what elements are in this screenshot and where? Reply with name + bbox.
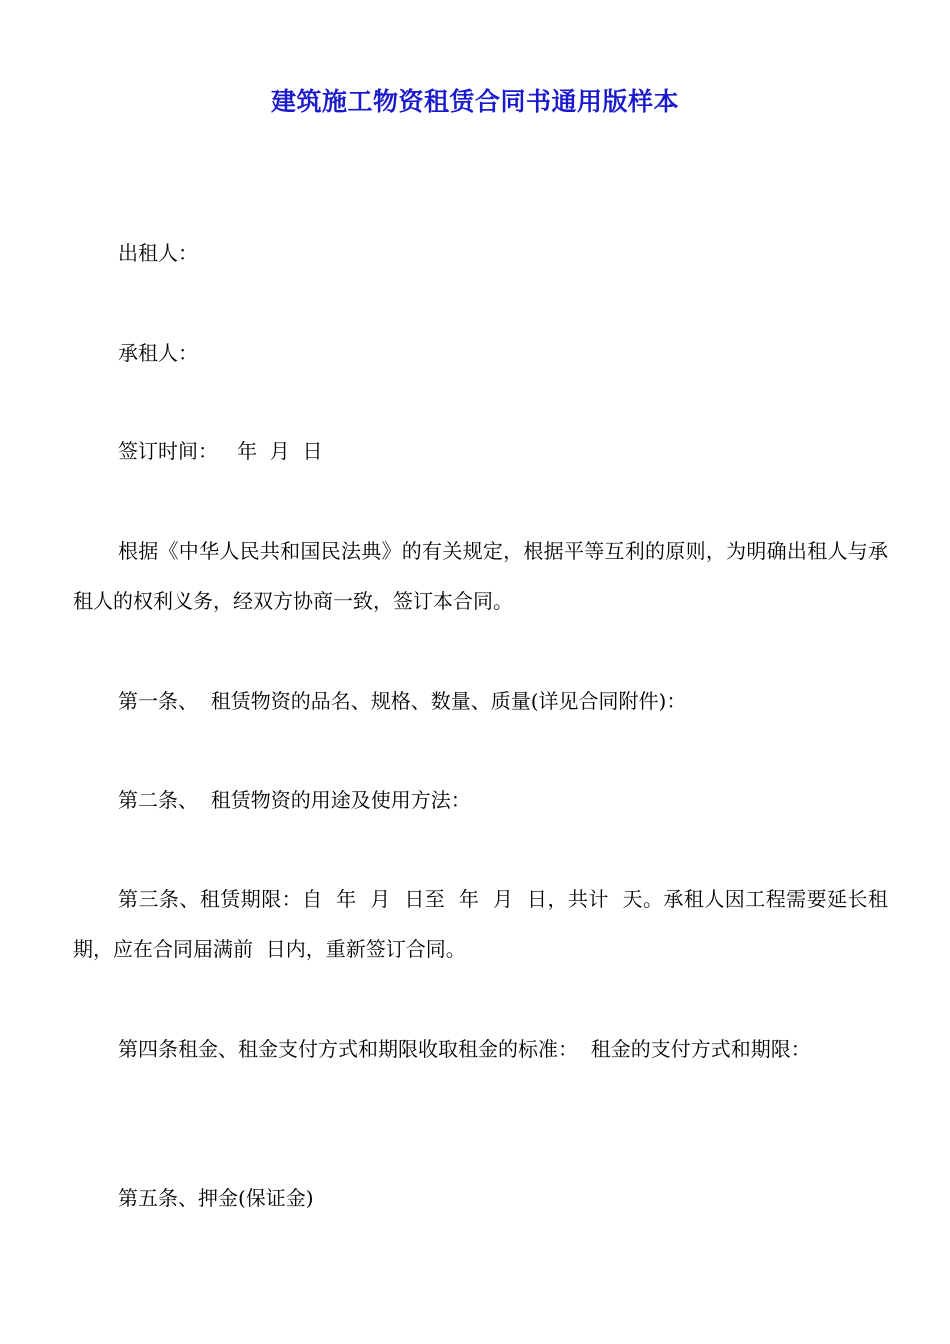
article-2: 第二条、 租赁物资的用途及使用方法： xyxy=(118,788,471,812)
document-title: 建筑施工物资租赁合同书通用版样本 xyxy=(270,87,679,116)
sign-date-line: 签订时间： 年 月 日 xyxy=(118,439,323,463)
article-1: 第一条、 租赁物资的品名、规格、数量、质量(详见合同附件)： xyxy=(118,689,687,713)
article-3: 第三条、租赁期限：自 年 月 日至 年 月 日，共计 天。承租人因工程需要延长租期，应在合同届满前 日内，重新签订合同。 xyxy=(73,887,888,961)
article-5: 第五条、押金(保证金) xyxy=(118,1186,314,1210)
article-4: 第四条租金、租金支付方式和期限收取租金的标准： 租金的支付方式和期限： xyxy=(118,1037,811,1061)
lessor-line: 出租人： xyxy=(118,241,198,265)
lessee-line: 承租人： xyxy=(118,341,198,365)
intro-paragraph: 根据《中华人民共和国民法典》的有关规定，根据平等互利的原则，为明确出租人与承租人的权利义务，经双方协商一致，签订本合同。 xyxy=(73,539,888,613)
